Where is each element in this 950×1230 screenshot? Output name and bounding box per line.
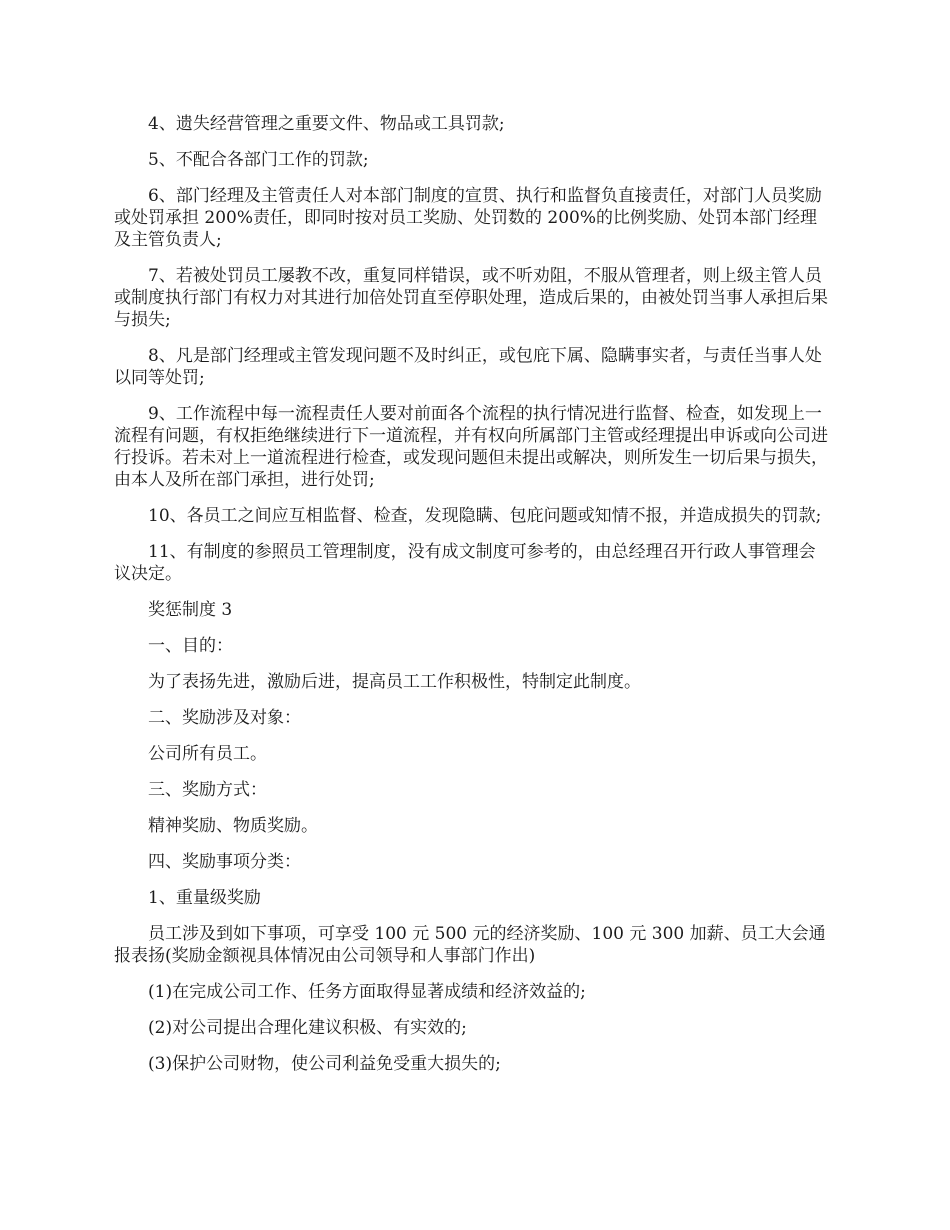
heading-purpose: 一、目的： <box>148 636 233 656</box>
paragraph-item-11: 11、有制度的参照员工管理制度，没有成文制度可参考的，由总经理召开行政人事管理会议决定。 <box>114 542 816 584</box>
heading-reward-categories: 四、奖励事项分类： <box>148 852 301 872</box>
heading-reward-targets: 二、奖励涉及对象： <box>148 708 301 728</box>
paragraph-item-7: 7、若被处罚员工屡教不改，重复同样错误，或不听劝阻，不服从管理者，则上级主管人员或制度执行部门有权力对其进行加倍处罚直至停职处理，造成后果的，由被处罚当事人承担后果与损失; <box>114 266 828 330</box>
paragraph-item-6: 6、部门经理及主管责任人对本部门制度的宣贯、执行和监督负直接责任，对部门人员奖励或处罚承担 200%责任，即同时按对员工奖励、处罚数的 200%的比例奖励、处罚本部门经理及主管负责人; <box>114 186 822 250</box>
heading-major-reward: 1、重量级奖励 <box>148 888 261 908</box>
paragraph-item-10: 10、各员工之间应互相监督、检查，发现隐瞒、包庇问题或知情不报，并造成损失的罚款; <box>148 506 822 526</box>
paragraph-major-reward: 员工涉及到如下事项，可享受 100 元 500 元的经济奖励、100 元 300 加薪、员工大会通报表扬(奖励金额视具体情况由公司领导和人事部门作出) <box>114 924 826 966</box>
list-item-reward-1: (1)在完成公司工作、任务方面取得显著成绩和经济效益的; <box>148 982 586 1002</box>
list-item-reward-2: (2)对公司提出合理化建议积极、有实效的; <box>148 1018 467 1038</box>
paragraph-reward-targets: 公司所有员工。 <box>148 744 267 764</box>
paragraph-item-8: 8、凡是部门经理或主管发现问题不及时纠正，或包庇下属、隐瞒事实者，与责任当事人处以同等处罚; <box>114 346 822 388</box>
paragraph-purpose: 为了表扬先进，激励后进，提高员工工作积极性，特制定此制度。 <box>148 672 641 692</box>
document-body <box>114 113 832 1089</box>
paragraph-item-9: 9、工作流程中每一流程责任人要对前面各个流程的执行情况进行监督、检查，如发现上一流程有问题，有权拒绝继续进行下一道流程，并有权向所属部门主管或经理提出申诉或向公司进行投诉。若未对上一道流程进行检查，或发现问题但未提出或解决，则所发生一切后果与损失，由本人及所在部门承担，进行处罚; <box>114 404 828 490</box>
section-title: 奖惩制度 3 <box>148 600 233 620</box>
heading-reward-methods: 三、奖励方式： <box>148 780 267 800</box>
paragraph-item-5: 5、不配合各部门工作的罚款; <box>148 150 369 170</box>
paragraph-item-4: 4、遗失经营管理之重要文件、物品或工具罚款; <box>148 114 505 134</box>
list-item-reward-3: (3)保护公司财物，使公司利益免受重大损失的; <box>148 1054 501 1074</box>
paragraph-reward-methods: 精神奖励、物质奖励。 <box>148 816 318 836</box>
